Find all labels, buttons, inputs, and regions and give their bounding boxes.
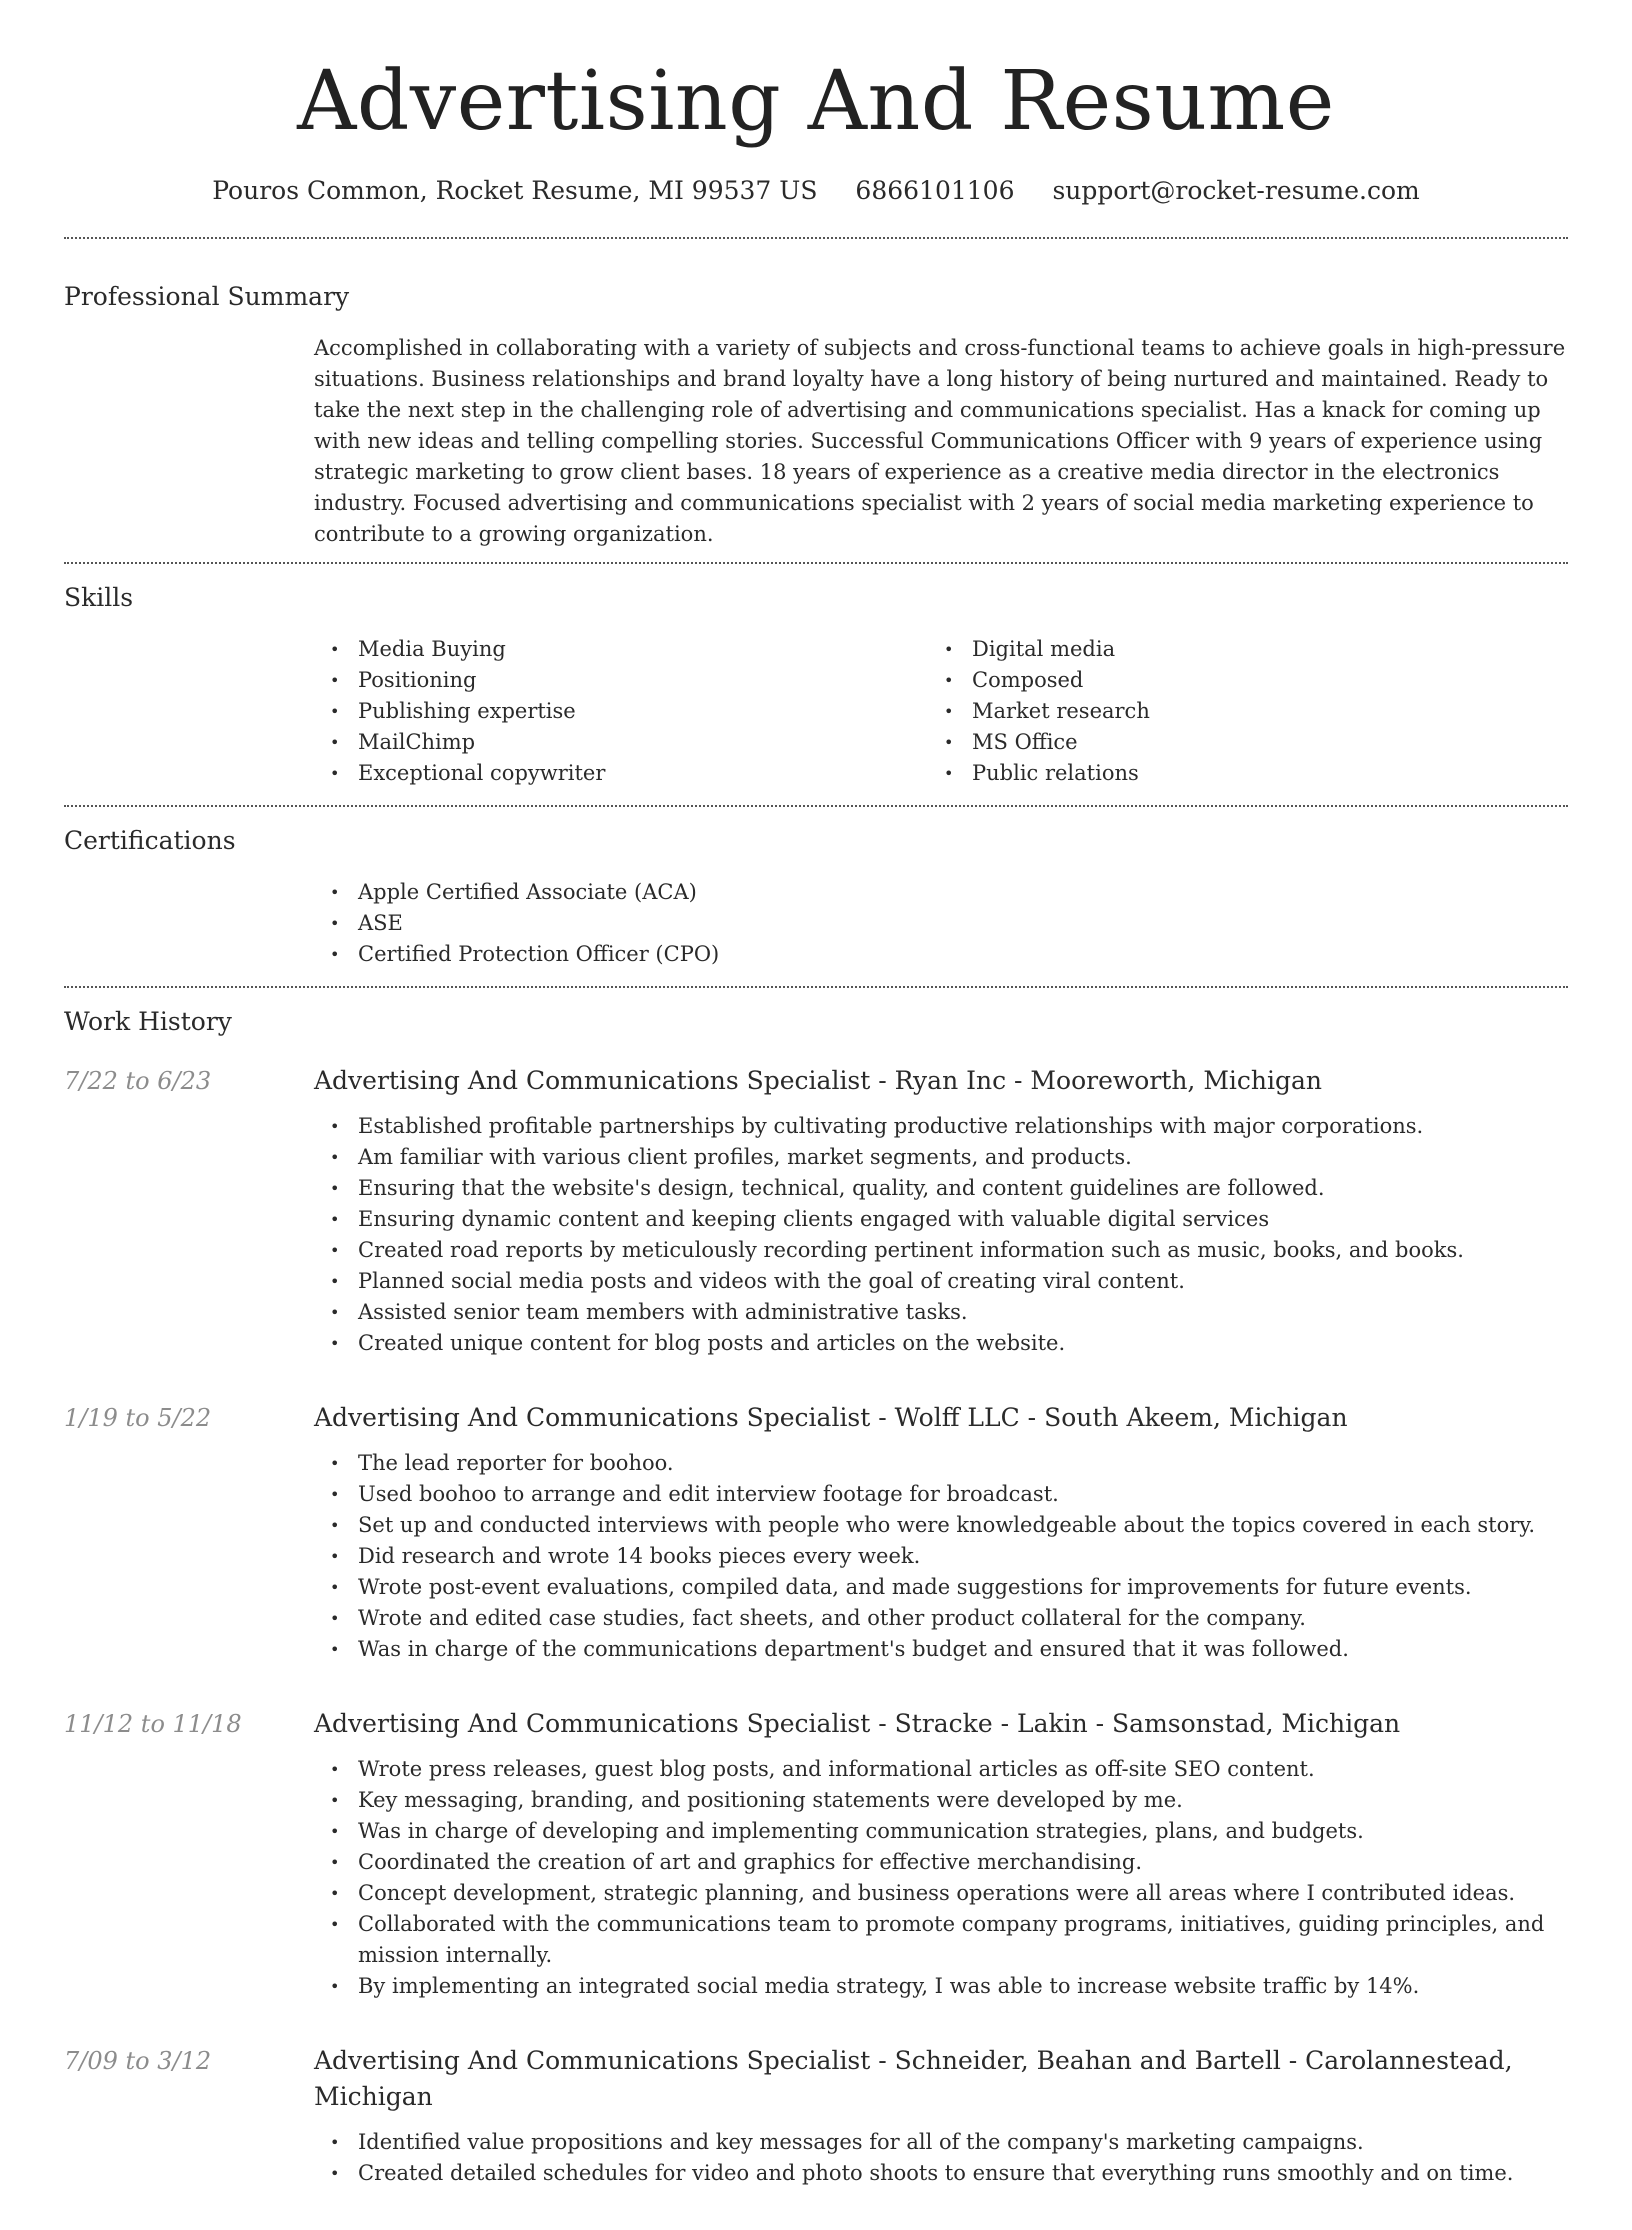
job-bullet: • Created road reports by meticulously recording pertinent information such as music, books, and books.: [314, 1235, 1568, 1266]
job-bullet: • Wrote post-event evaluations, compiled data, and made suggestions for improvements for future events.: [314, 1572, 1568, 1603]
job-bullet: • Wrote press releases, guest blog posts, and informational articles as off-site SEO content.: [314, 1754, 1568, 1785]
job-list: [64, 1040, 1568, 2230]
section-title: Professional Summary: [64, 282, 350, 311]
skill-item: • Public relations: [928, 758, 1542, 789]
work-history-section: [0, 988, 1632, 2230]
job-entry: [64, 2043, 1568, 2230]
job-bullet: • Established profitable partnerships by cultivating productive relationships with major corporations.: [314, 1111, 1568, 1142]
skill-item: • Market research: [928, 696, 1542, 727]
job-bullet: • Set up and conducted interviews with people who were knowledgeable about the topics covered in each story.: [314, 1510, 1568, 1541]
contact-address: Pouros Common, Rocket Resume, MI 99537 US: [212, 176, 818, 205]
certification-item: • Apple Certified Associate (ACA): [314, 877, 1568, 908]
job-dates: 1/19 to 5/22: [64, 1404, 212, 1432]
job-entry: [64, 1400, 1568, 1706]
contact-line: [0, 174, 1632, 208]
job-bullet: • Did research and wrote 14 books pieces every week.: [314, 1541, 1568, 1572]
skill-item: • Media Buying: [314, 634, 928, 665]
job-bullet: • Wrote and edited case studies, fact sheets, and other product collateral for the company.: [314, 1603, 1568, 1634]
certifications-section: [0, 807, 1632, 986]
skill-item: • Digital media: [928, 634, 1542, 665]
skill-item: • MS Office: [928, 727, 1542, 758]
skill-item: • Exceptional copywriter: [314, 758, 928, 789]
job-bullet: • Ensuring that the website's design, technical, quality, and content guidelines are followed.: [314, 1173, 1568, 1204]
job-entry: [64, 1706, 1568, 2043]
job-bullet: • Created detailed schedules for video and photo shoots to ensure that everything runs smoothly and on time.: [314, 2158, 1568, 2189]
job-bullet: • Was in charge of developing and implementing communication strategies, plans, and budgets.: [314, 1816, 1568, 1847]
job-bullet: • Am familiar with various client profiles, market segments, and products.: [314, 1142, 1568, 1173]
job-dates: 7/09 to 3/12: [64, 2047, 212, 2075]
job-bullet: • Identified value propositions and key messages for all of the company's marketing campaigns.: [314, 2127, 1568, 2158]
section-title: Skills: [64, 583, 134, 612]
skills-section: [0, 564, 1632, 805]
job-title: Advertising And Communications Specialist - Stracke - Lakin - Samsonstad, Michigan: [314, 1709, 1401, 1738]
skill-item: • MailChimp: [314, 727, 928, 758]
job-title: Advertising And Communications Specialist - Ryan Inc - Mooreworth, Michigan: [314, 1066, 1323, 1095]
job-bullet: • Was in charge of the communications department's budget and ensured that it was followed.: [314, 1634, 1568, 1665]
resume-header: [0, 0, 1632, 208]
professional-summary-section: [0, 239, 1632, 562]
certifications-list: [314, 859, 1568, 986]
job-title: Advertising And Communications Specialist - Wolff LLC - South Akeem, Michigan: [314, 1403, 1348, 1432]
job-entry: [64, 1040, 1568, 1400]
contact-email: support@rocket-resume.com: [1052, 176, 1420, 205]
job-dates: 7/22 to 6/23: [64, 1067, 212, 1095]
job-bullet: • By implementing an integrated social media strategy, I was able to increase website traffic by 14%.: [314, 1971, 1568, 2002]
skill-item: • Positioning: [314, 665, 928, 696]
skills-list-left: [314, 634, 928, 789]
contact-phone: 6866101106: [855, 176, 1015, 205]
candidate-name: Advertising And Resume: [297, 54, 1335, 149]
job-bullet: • Created unique content for blog posts and articles on the website.: [314, 1328, 1568, 1359]
certification-item: • Certified Protection Officer (CPO): [314, 939, 1568, 970]
certification-item: • ASE: [314, 908, 1568, 939]
job-bullet: • Concept development, strategic planning, and business operations were all areas where I contributed ideas.: [314, 1878, 1568, 1909]
section-title: Work History: [64, 1007, 232, 1036]
skill-item: • Composed: [928, 665, 1542, 696]
skill-item: • Publishing expertise: [314, 696, 928, 727]
job-bullets: [314, 1099, 1568, 1359]
job-title: Advertising And Communications Specialist - Schneider, Beahan and Bartell - Carolannestead, Michigan: [314, 2046, 1513, 2111]
job-bullets: [314, 2115, 1568, 2189]
job-bullet: • Planned social media posts and videos with the goal of creating viral content.: [314, 1266, 1568, 1297]
job-bullet: • The lead reporter for boohoo.: [314, 1448, 1568, 1479]
job-bullet: • Used boohoo to arrange and edit interview footage for broadcast.: [314, 1479, 1568, 1510]
job-bullet: • Ensuring dynamic content and keeping clients engaged with valuable digital services: [314, 1204, 1568, 1235]
job-bullet: • Assisted senior team members with administrative tasks.: [314, 1297, 1568, 1328]
job-bullet: • Collaborated with the communications team to promote company programs, initiatives, guiding principles, and mission internally.: [314, 1909, 1568, 1971]
job-bullets: [314, 1436, 1568, 1665]
job-bullet: • Coordinated the creation of art and graphics for effective merchandising.: [314, 1847, 1568, 1878]
job-bullets: [314, 1742, 1568, 2002]
section-title: Certifications: [64, 826, 236, 855]
job-dates: 11/12 to 11/18: [64, 1710, 242, 1738]
summary-text: Accomplished in collaborating with a variety of subjects and cross-functional teams to achieve goals in high-pressure situations. Business relationships and brand loyalty have a long history of being nurtured and maintained. Ready to take the next step in the challenging role of advertising and communications specialist. Has a knack for coming up with new ideas and telling compelling stories. Successful Communications Officer with 9 years of experience using strategic marketing to grow client bases. 18 years of experience as a creative media director in the electronics industry. Focused advertising and communications specialist with 2 years of social media marketing experience to contribute to a growing organization.: [314, 336, 1566, 546]
job-bullet: • Key messaging, branding, and positioning statements were developed by me.: [314, 1785, 1568, 1816]
skills-list-right: [928, 634, 1542, 789]
